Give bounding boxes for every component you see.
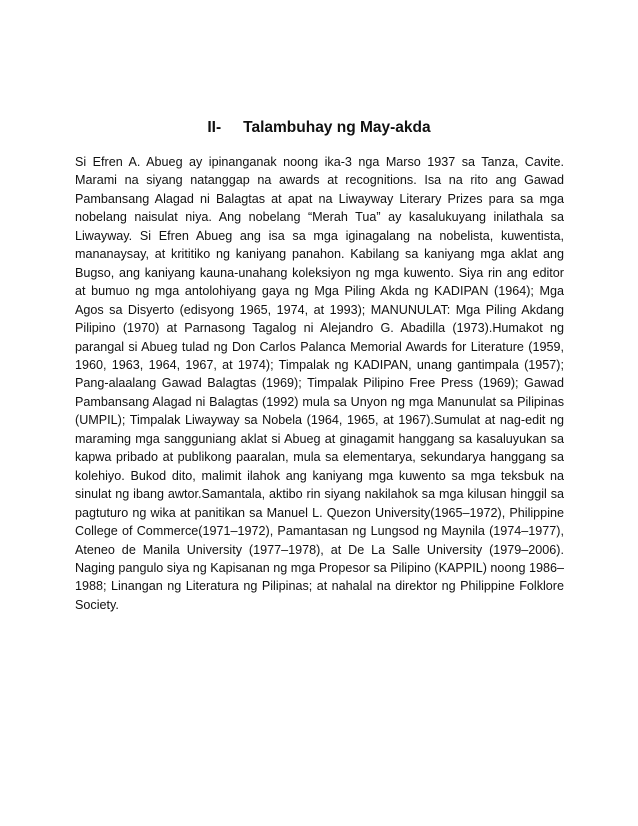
section-heading bbox=[0, 118, 638, 138]
section-number: II- bbox=[207, 119, 222, 136]
biography-paragraph: Si Efren A. Abueg ay ipinanganak noong ika-3 nga Marso 1937 sa Tanza, Cavite. Marami na siyang natanggap na awards at recognitions. Isa na rito ang Gawad Pambansang Alagad ni Balagtas at apat na Liwayway Literary Prizes para sa mga nobelang naisulat niya. Ang nobelang “Merah Tua” ay kasalukuyang inilathala sa Liwayway. Si Efren Abueg ang isa sa mga iginagalang na nobelista, kuwentista, mananaysay, at krititiko ng kaniyang panahon. Kabilang sa kaniyang mga aklat ang Bugso, ang kaniyang kauna-unahang koleksiyon ng mga kuwento. Siya rin ang editor at bumuo ng mga antolohiyang gaya ng Mga Piling Akda ng KADIPAN (1964); Mga Agos sa Disyerto (edisyong 1965, 1974, at 1993); MANUNULAT: Mga Piling Akdang Pilipino (1970) at Parnasong Tagalog ni Alejandro G. Abadilla (1973).Humakot ng parangal si Abueg tulad ng Don Carlos Palanca Memorial Awards for Literature (1959, 1960, 1963, 1964, 1967, at 1974); Timpalak ng KADIPAN, unang gantimpala (1957); Pang-alaalang Gawad Balagtas (1969); Timpalak Pilipino Free Press (1969); Gawad Pambansang Alagad ni Balagtas (1992) mula sa Unyon ng mga Manunulat sa Pilipinas (UMPIL); Timpalak Liwayway sa Nobela (1964, 1965, at 1967).Sumulat at nag-edit ng maraming mga sangguniang aklat si Abueg at ginagamit hanggang sa kasaluyukan sa kapwa pribado at publikong paaralan, mula sa elementarya, sekundarya hanggang sa kolehiyo. Bukod dito, malimit ilahok ang kaniyang mga kuwento sa mga teksbuk na sinulat ng ibang awtor.Samantala, aktibo rin siyang nakilahok sa mga kilusan hinggil sa pagtuturo ng wika at panitikan sa Manuel L. Quezon University(1965–1972), Philippine College of Commerce(1971–1972), Pamantasan ng Lungsod ng Maynila (1974–1977), Ateneo de Manila University (1977–1978), at De La Salle University (1979–2006). Naging pangulo siya ng Kapisanan ng mga Propesor sa Pilipino (KAPPIL) noong 1986–1988; Linangan ng Literatura ng Pilipinas; at nahalal na direktor ng Philippine Folklore Society. bbox=[75, 155, 564, 612]
section-title: Talambuhay ng May-akda bbox=[243, 119, 431, 136]
